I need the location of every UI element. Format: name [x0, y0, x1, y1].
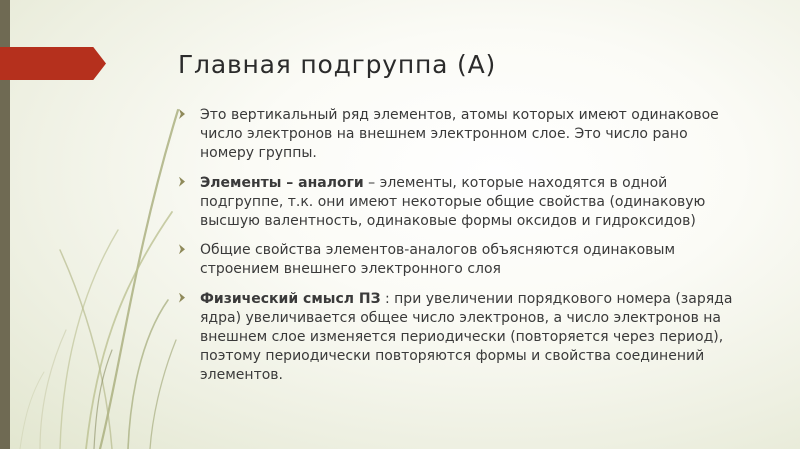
bullet-item	[178, 241, 738, 279]
bullet-list	[178, 106, 738, 386]
arrow-bullet-icon	[179, 177, 185, 187]
bullet-item	[178, 106, 738, 164]
bullet-item	[178, 174, 738, 232]
slide-title: Главная подгруппа (А)	[178, 50, 497, 79]
bullet-text: – элементы, которые находятся в одной подгруппе, т.к. они имеют некоторые общие свойства (одинаковую высшую валентность, одинаковые формы оксидов и гидроксидов)	[200, 174, 706, 230]
bullet-text: Это вертикальный ряд элементов, атомы которых имеют одинаковое число электронов на внешнем электронном слое. Это число рано номеру группы.	[200, 107, 719, 162]
arrow-bullet-icon	[179, 293, 185, 303]
arrow-bullet-icon	[179, 244, 185, 254]
bullet-term: Физический смысл ПЗ	[200, 290, 381, 307]
bullet-text: : при увеличении порядкового номера (заряда ядра) увеличивается общее число электронов, а число электронов на внешнем слое изменяется периодически (повторяется через период), поэтому периодически повторяются формы и свойства соединений элементов.	[200, 290, 733, 384]
arrow-bullet-icon	[179, 109, 185, 119]
bullet-text: Общие свойства элементов-аналогов объясняются одинаковым строением внешнего электронного слоя	[200, 242, 676, 278]
bullet-term: Элементы – аналоги	[200, 174, 364, 191]
bullet-item	[178, 290, 738, 386]
title-arrow-icon	[0, 47, 106, 80]
